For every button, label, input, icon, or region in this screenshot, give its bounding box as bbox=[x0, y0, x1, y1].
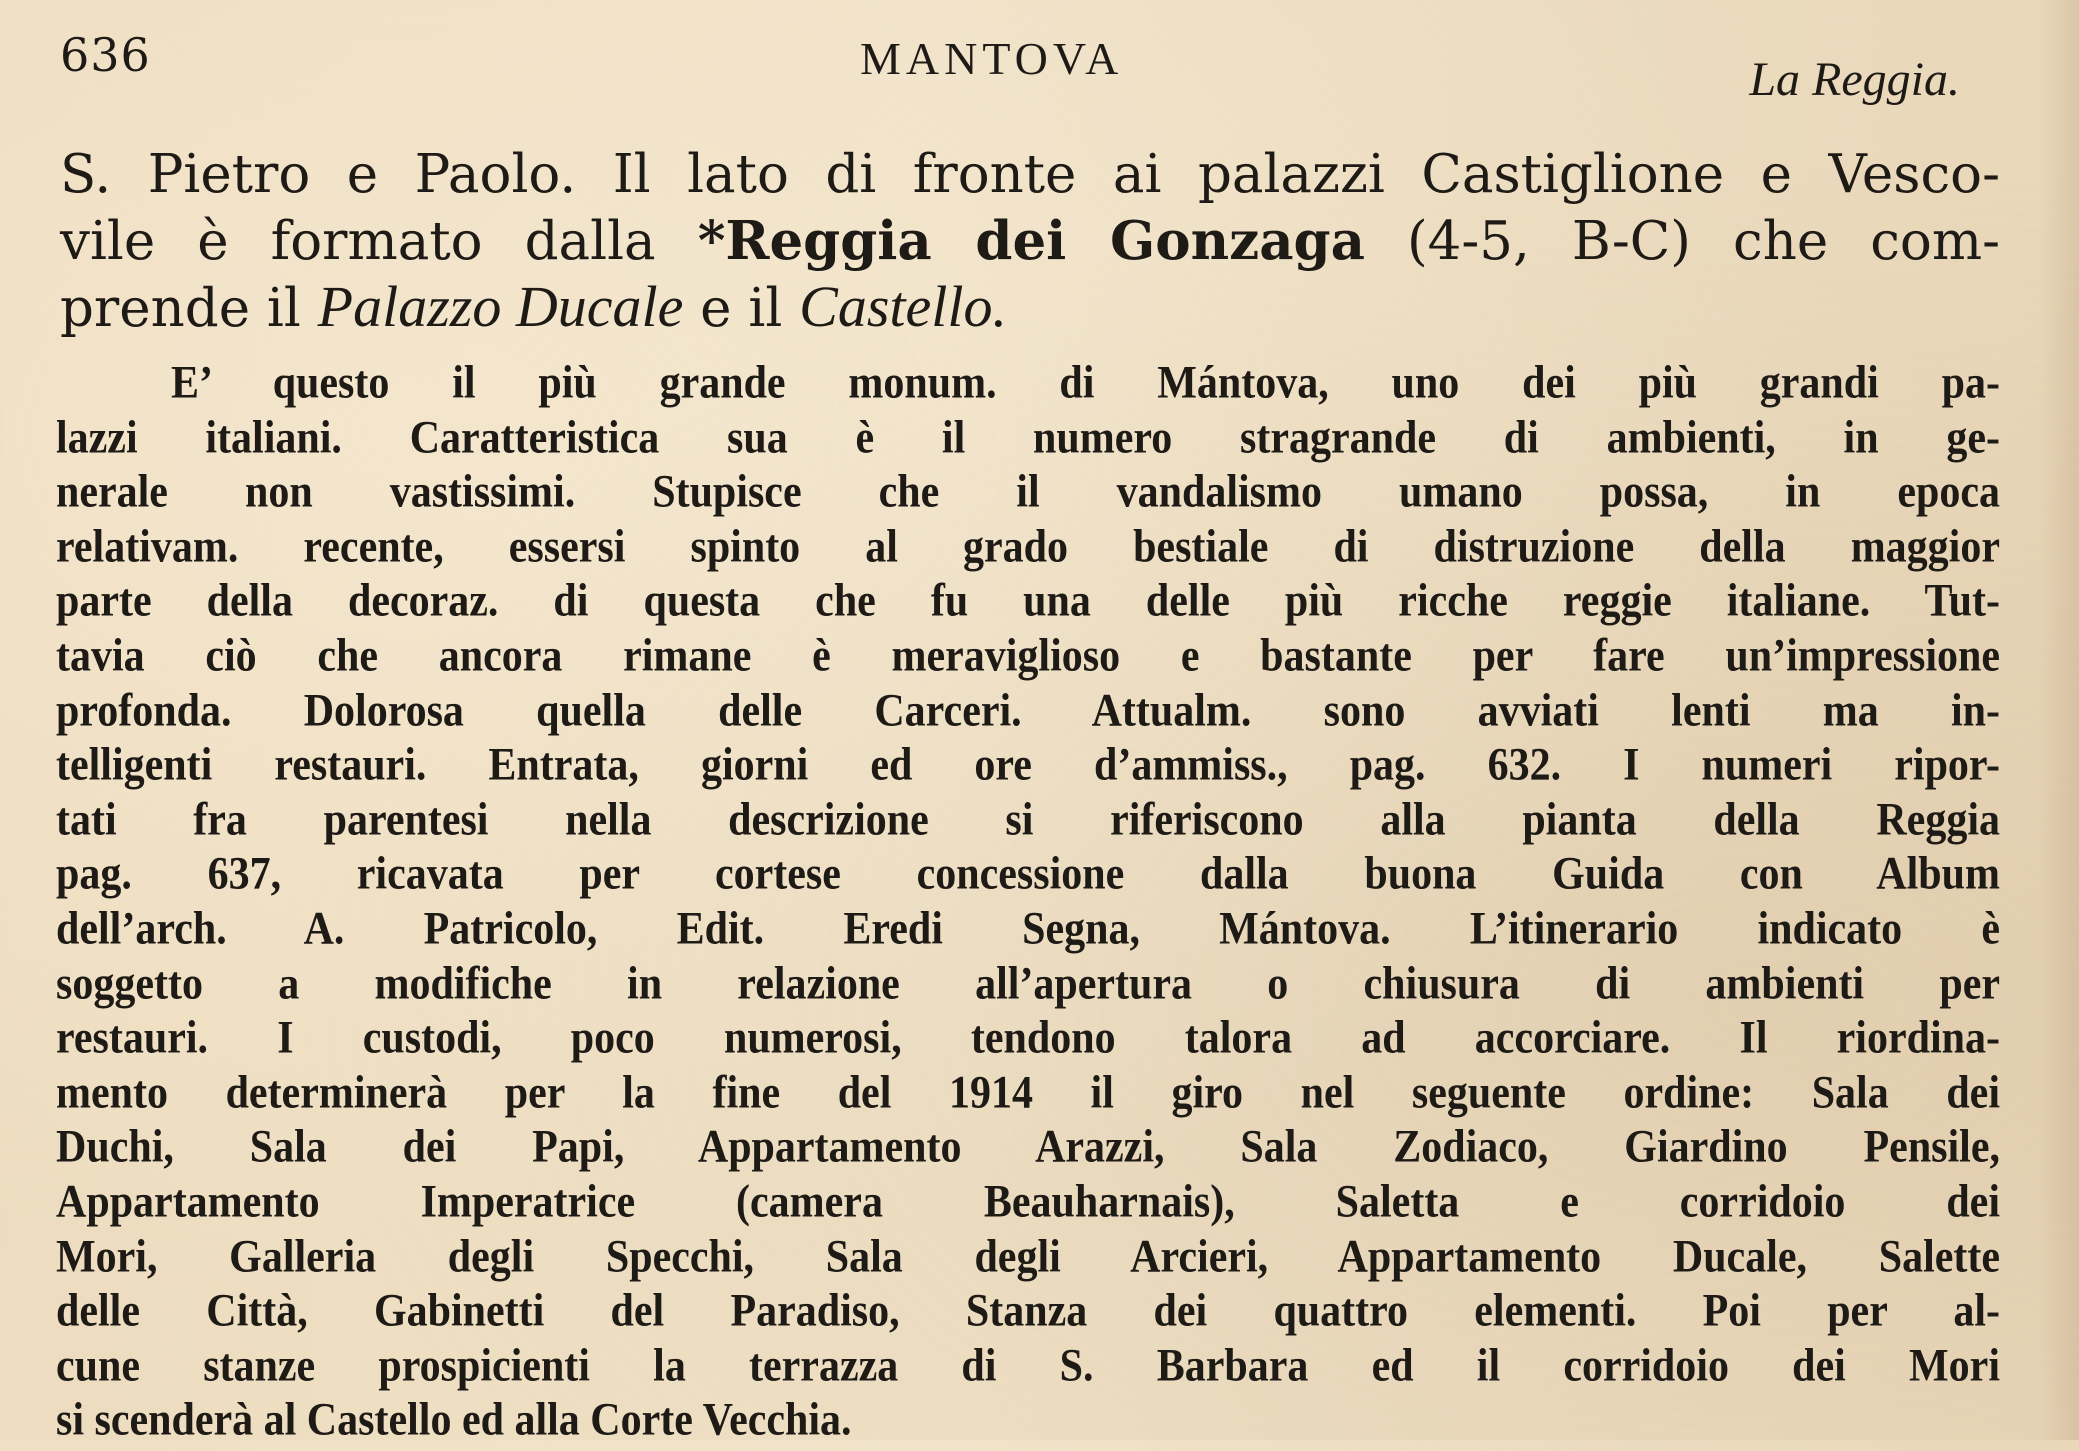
body-line: telligenti restauri. Entrata, giorni ed ore d’ammiss., pag. 632. I numeri ripor- bbox=[56, 739, 2000, 791]
page-number: 636 bbox=[60, 28, 151, 82]
intro-line bbox=[60, 208, 2000, 274]
body-line: relativam. recente, essersi spinto al grado bestiale di distruzione della maggior bbox=[56, 520, 2000, 573]
body-line: nerale non vastissimi. Stupisce che il vandalismo umano possa, in epoca bbox=[56, 466, 2000, 518]
italic-term-palazzo-ducale: Palazzo Ducale bbox=[317, 274, 684, 339]
body-line: pag. 637, ricavata per cortese concessione dalla buona Guida con Album bbox=[56, 848, 2000, 901]
body-line: dell’arch. A. Patricolo, Edit. Eredi Segna, Mántova. L’itinerario indicato è bbox=[56, 903, 2000, 955]
body-line: soggetto a modifiche in relazione all’apertura o chiusura di ambienti per bbox=[56, 957, 2000, 1010]
intro-paragraph bbox=[60, 142, 2000, 340]
body-line: tati fra parentesi nella descrizione si riferiscono alla pianta della Reggia bbox=[56, 793, 2000, 846]
section-subtitle: La Reggia. bbox=[1749, 53, 1960, 106]
body-line: Mori, Galleria degli Specchi, Sala degli Arcieri, Appartamento Ducale, Salette bbox=[56, 1230, 2000, 1283]
body-line: lazzi italiani. Caratteristica sua è il numero stragrande di ambienti, in ge- bbox=[56, 411, 2000, 464]
body-line: si scenderà al Castello ed alla Corte Vecchia. bbox=[56, 1394, 852, 1447]
body-line: E’ questo il più grande monum. di Mántova, uno dei più grandi pa- bbox=[171, 357, 2000, 409]
body-line: Appartamento Imperatrice (camera Beauharnais), Saletta e corridoio dei bbox=[56, 1176, 2000, 1228]
intro-text: prende il bbox=[60, 278, 318, 339]
body-line: profonda. Dolorosa quella delle Carceri. Attualm. sono avviati lenti ma in- bbox=[56, 684, 2000, 737]
bold-term-reggia: *Reggia dei Gonzaga bbox=[697, 210, 1365, 272]
intro-line: S. Pietro e Paolo. Il lato di fronte ai palazzi Castiglione e Vesco- bbox=[60, 144, 2000, 205]
body-line: parte della decoraz. di questa che fu una delle più ricche reggie italiane. Tut- bbox=[56, 575, 2000, 628]
body-line: tavia ciò che ancora rimane è meraviglioso e bastante per fare un’impressione bbox=[56, 630, 2000, 682]
section-title: MANTOVA bbox=[860, 33, 1124, 84]
page-edge-shadow bbox=[2039, 0, 2079, 1440]
italic-term-castello: Castello. bbox=[799, 274, 1007, 339]
body-paragraph bbox=[56, 356, 2000, 1448]
body-line: Duchi, Sala dei Papi, Appartamento Arazzi, Sala Zodiaco, Giardino Pensile, bbox=[56, 1121, 2000, 1174]
intro-text: e il bbox=[683, 278, 800, 339]
body-line: cune stanze prospicienti la terrazza di S. Barbara ed il corridoio dei Mori bbox=[56, 1339, 2000, 1392]
body-line: delle Città, Gabinetti del Paradiso, Stanza dei quattro elementi. Poi per al- bbox=[56, 1285, 2000, 1337]
body-line: mento determinerà per la fine del 1914 il giro nel seguente ordine: Sala dei bbox=[56, 1066, 2000, 1119]
running-head bbox=[60, 28, 1960, 106]
intro-text: vile è formato dalla bbox=[60, 211, 698, 272]
body-line: restauri. I custodi, poco numerosi, tendono talora ad accorciare. Il riordina- bbox=[56, 1012, 2000, 1064]
intro-line bbox=[60, 274, 2000, 340]
intro-text: (4-5, B-C) che com- bbox=[1364, 211, 2000, 272]
